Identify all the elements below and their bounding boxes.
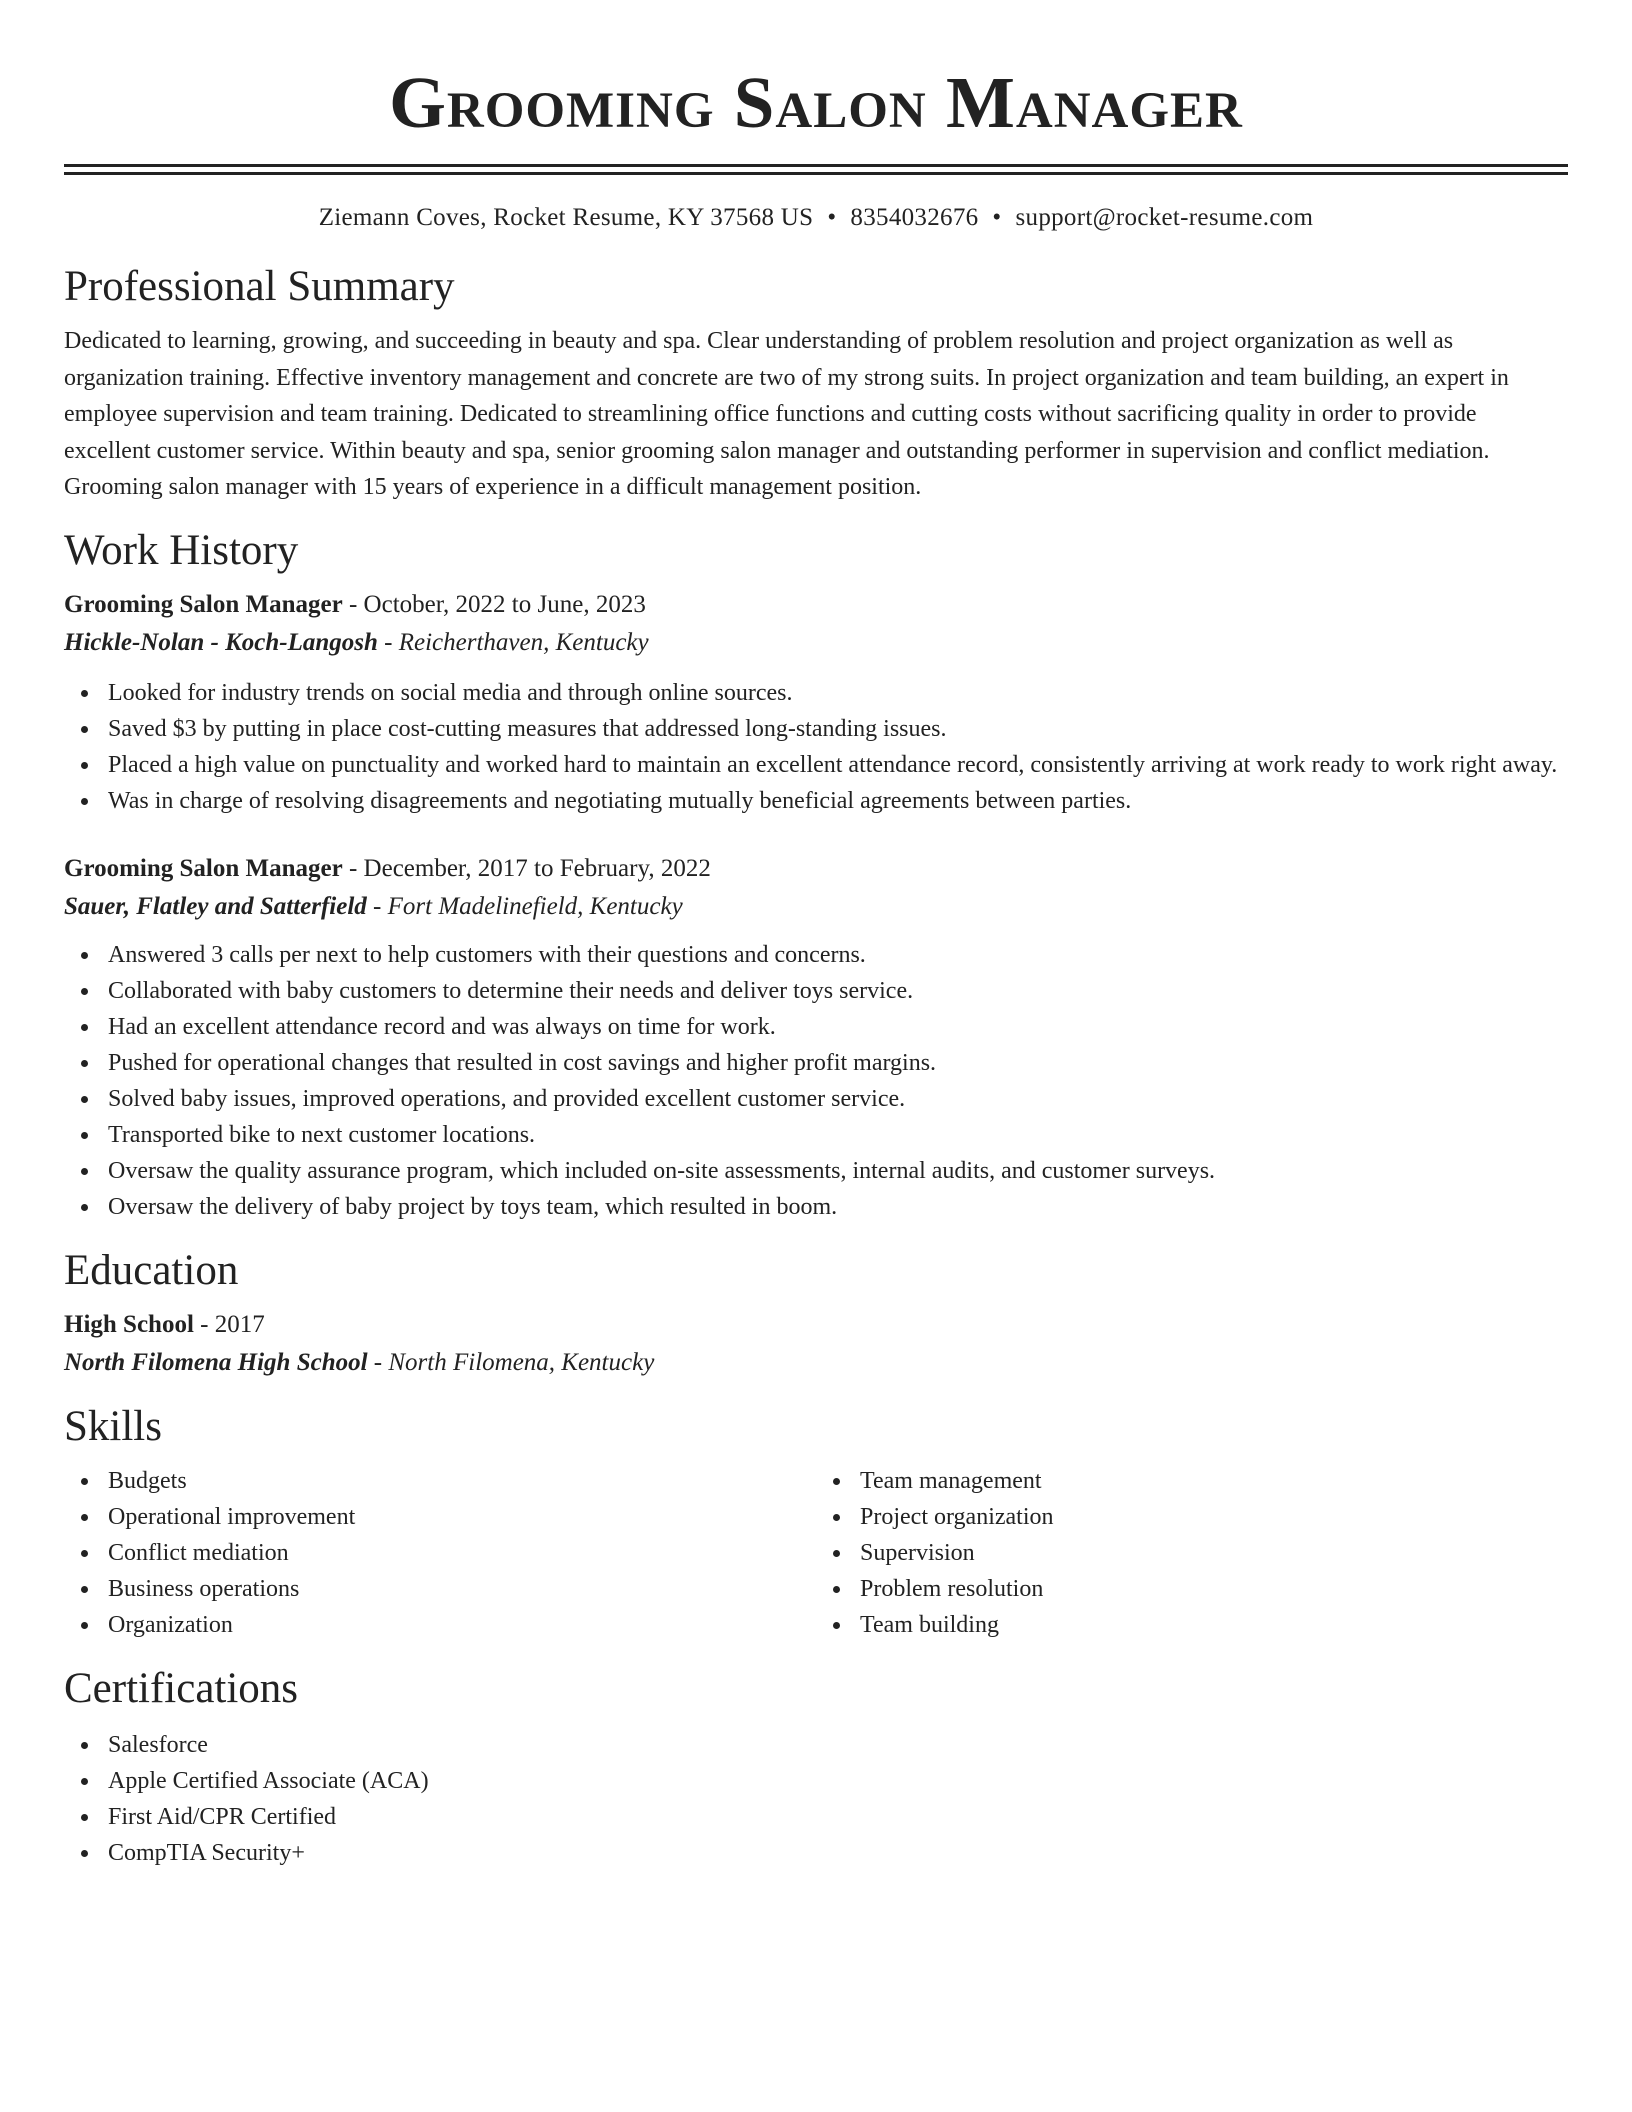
contact-phone: 8354032676 xyxy=(850,204,979,231)
list-item: Problem resolution xyxy=(860,1571,1568,1607)
section-title-certifications: Certifications xyxy=(64,1664,299,1712)
title-double-rule xyxy=(64,164,1568,175)
list-item: Budgets xyxy=(108,1463,816,1499)
section-title-skills: Skills xyxy=(64,1402,162,1450)
job-bullet-list xyxy=(64,675,1568,819)
list-item: Team management xyxy=(860,1463,1568,1499)
job-dates: - December, 2017 to February, 2022 xyxy=(342,854,711,882)
list-item: Oversaw the quality assurance program, which included on-site assessments, internal audits, and customer surveys. xyxy=(108,1153,1568,1189)
list-item: First Aid/CPR Certified xyxy=(108,1799,1568,1835)
list-item: Saved $3 by putting in place cost-cutting measures that addressed long-standing issues. xyxy=(108,711,1568,747)
education-heading xyxy=(64,1307,1568,1343)
education-school: North Filomena High School xyxy=(64,1348,368,1376)
job-dates: - October, 2022 to June, 2023 xyxy=(342,590,646,618)
contact-separator: • xyxy=(827,204,837,231)
list-item: Collaborated with baby customers to determine their needs and deliver toys service. xyxy=(108,973,1568,1009)
list-item: Was in charge of resolving disagreements and negotiating mutually beneficial agreements between parties. xyxy=(108,783,1568,819)
education-location: - North Filomena, Kentucky xyxy=(367,1348,655,1376)
list-item: Pushed for operational changes that resulted in cost savings and higher profit margins. xyxy=(108,1045,1568,1081)
list-item: Operational improvement xyxy=(108,1499,816,1535)
education-year: - 2017 xyxy=(193,1310,265,1338)
resume-title: Grooming Salon Manager xyxy=(389,62,1243,143)
list-item: Business operations xyxy=(108,1571,816,1607)
job-location: - Fort Madelinefield, Kentucky xyxy=(366,892,683,920)
job-heading xyxy=(64,587,1568,623)
job-company: Hickle-Nolan - Koch-Langosh xyxy=(64,628,378,656)
job-company-line xyxy=(64,623,1568,663)
summary-text: Dedicated to learning, growing, and succeeding in beauty and spa. Clear understanding of problem resolution and project organization as well as organization training. Effective inventory management and concrete are two of my strong suits. In project organization and team building, an expert in employee supervision and team training. Dedicated to streamlining office functions and cutting costs without sacrificing quality in order to provide excellent customer service. Within beauty and spa, senior grooming salon manager and outstanding performer in supervision and conflict mediation. Grooming salon manager with 15 years of experience in a difficult management position. xyxy=(64,328,1509,500)
skills-columns xyxy=(64,1463,1568,1643)
education-school-line xyxy=(64,1343,1568,1383)
skills-list-right xyxy=(816,1463,1568,1643)
contact-line xyxy=(64,201,1568,235)
job-entry xyxy=(64,851,1568,1225)
job-bullet-list xyxy=(64,937,1568,1225)
section-title-summary: Professional Summary xyxy=(64,263,455,310)
list-item: Solved baby issues, improved operations, and provided excellent customer service. xyxy=(108,1081,1568,1117)
contact-separator: • xyxy=(992,204,1002,231)
job-position: Grooming Salon Manager xyxy=(64,854,343,882)
list-item: Team building xyxy=(860,1607,1568,1643)
education-degree: High School xyxy=(64,1310,194,1338)
contact-email: support@rocket-resume.com xyxy=(1015,204,1314,231)
section-title-education: Education xyxy=(64,1246,239,1294)
list-item: Conflict mediation xyxy=(108,1535,816,1571)
list-item: Transported bike to next customer locations. xyxy=(108,1117,1568,1153)
job-company: Sauer, Flatley and Satterfield xyxy=(64,892,367,920)
job-position: Grooming Salon Manager xyxy=(64,590,343,618)
contact-address: Ziemann Coves, Rocket Resume, KY 37568 US xyxy=(318,204,814,231)
list-item: CompTIA Security+ xyxy=(108,1835,1568,1871)
list-item: Supervision xyxy=(860,1535,1568,1571)
job-heading xyxy=(64,851,1568,887)
section-title-work-history: Work History xyxy=(64,526,299,574)
list-item: Organization xyxy=(108,1607,816,1643)
job-company-line xyxy=(64,887,1568,927)
list-item: Looked for industry trends on social media and through online sources. xyxy=(108,675,1568,711)
certifications-list xyxy=(64,1727,1568,1871)
list-item: Answered 3 calls per next to help customers with their questions and concerns. xyxy=(108,937,1568,973)
list-item: Project organization xyxy=(860,1499,1568,1535)
job-entry xyxy=(64,587,1568,819)
list-item: Salesforce xyxy=(108,1727,1568,1763)
list-item: Had an excellent attendance record and was always on time for work. xyxy=(108,1009,1568,1045)
list-item: Oversaw the delivery of baby project by toys team, which resulted in boom. xyxy=(108,1189,1568,1225)
skills-list-left xyxy=(64,1463,816,1643)
list-item: Apple Certified Associate (ACA) xyxy=(108,1763,1568,1799)
job-location: - Reicherthaven, Kentucky xyxy=(377,628,649,656)
education-entry xyxy=(64,1307,1568,1383)
list-item: Placed a high value on punctuality and worked hard to maintain an excellent attendance record, consistently arriving at work ready to work right away. xyxy=(108,747,1568,783)
